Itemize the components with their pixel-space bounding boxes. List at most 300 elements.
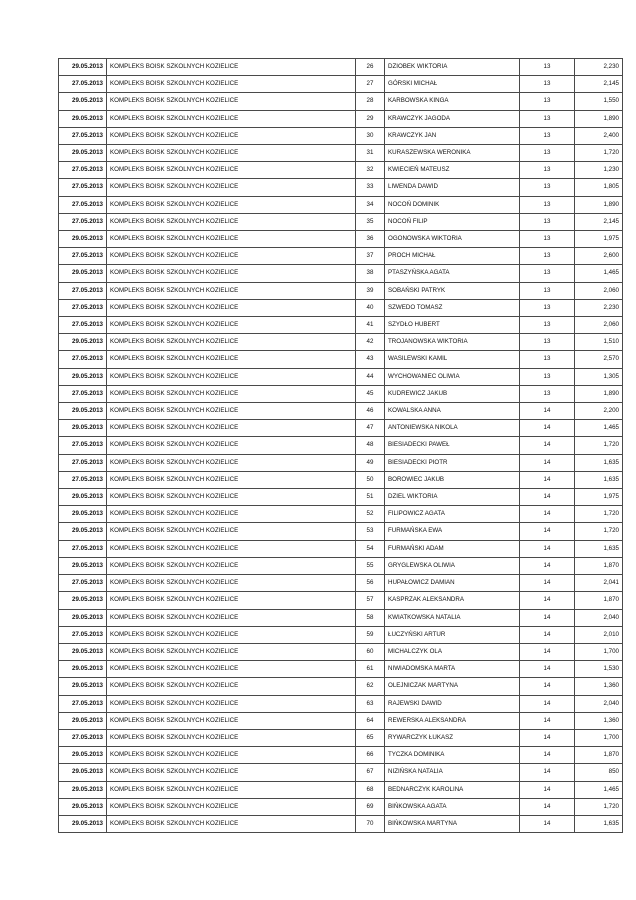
name-cell: FURMAŃSKA EWA <box>385 523 520 540</box>
number-cell: 63 <box>356 695 385 712</box>
number-cell: 47 <box>356 420 385 437</box>
name-cell: KRAWCZYK JAN <box>385 127 520 144</box>
number-cell: 27 <box>356 76 385 93</box>
date-cell: 27.05.2013 <box>59 729 107 746</box>
number-cell: 30 <box>356 127 385 144</box>
venue-cell: KOMPLEKS BOISK SZKOLNYCH KOZIELICE <box>107 110 356 127</box>
date-cell: 29.05.2013 <box>59 643 107 660</box>
age-cell: 14 <box>520 471 575 488</box>
age-cell: 14 <box>520 454 575 471</box>
number-cell: 64 <box>356 712 385 729</box>
table-row <box>59 282 623 299</box>
table-row <box>59 93 623 110</box>
date-cell: 29.05.2013 <box>59 110 107 127</box>
score-cell: 1,510 <box>575 334 623 351</box>
name-cell: FURMAŃSKI ADAM <box>385 540 520 557</box>
venue-cell: KOMPLEKS BOISK SZKOLNYCH KOZIELICE <box>107 93 356 110</box>
age-cell: 14 <box>520 489 575 506</box>
venue-cell: KOMPLEKS BOISK SZKOLNYCH KOZIELICE <box>107 127 356 144</box>
age-cell: 13 <box>520 282 575 299</box>
table-row <box>59 127 623 144</box>
table-row <box>59 231 623 248</box>
venue-cell: KOMPLEKS BOISK SZKOLNYCH KOZIELICE <box>107 781 356 798</box>
score-cell: 1,635 <box>575 540 623 557</box>
age-cell: 14 <box>520 695 575 712</box>
score-cell: 2,230 <box>575 299 623 316</box>
date-cell: 29.05.2013 <box>59 764 107 781</box>
number-cell: 68 <box>356 781 385 798</box>
number-cell: 36 <box>356 231 385 248</box>
name-cell: OLEJNICZAK MARTYNA <box>385 678 520 695</box>
table-row <box>59 299 623 316</box>
name-cell: OGONOWSKA WIKTORIA <box>385 231 520 248</box>
number-cell: 35 <box>356 213 385 230</box>
table-row <box>59 196 623 213</box>
score-cell: 1,465 <box>575 781 623 798</box>
venue-cell: KOMPLEKS BOISK SZKOLNYCH KOZIELICE <box>107 557 356 574</box>
name-cell: KASPRZAK ALEKSANDRA <box>385 592 520 609</box>
number-cell: 56 <box>356 575 385 592</box>
name-cell: BIESIADECKI PAWEŁ <box>385 437 520 454</box>
venue-cell: KOMPLEKS BOISK SZKOLNYCH KOZIELICE <box>107 815 356 832</box>
table-row <box>59 76 623 93</box>
date-cell: 29.05.2013 <box>59 231 107 248</box>
age-cell: 13 <box>520 162 575 179</box>
number-cell: 70 <box>356 815 385 832</box>
age-cell: 13 <box>520 110 575 127</box>
venue-cell: KOMPLEKS BOISK SZKOLNYCH KOZIELICE <box>107 626 356 643</box>
age-cell: 13 <box>520 317 575 334</box>
score-cell: 2,040 <box>575 695 623 712</box>
age-cell: 13 <box>520 231 575 248</box>
age-cell: 14 <box>520 764 575 781</box>
score-cell: 2,200 <box>575 403 623 420</box>
score-cell: 1,720 <box>575 798 623 815</box>
score-cell: 1,720 <box>575 145 623 162</box>
score-cell: 1,230 <box>575 162 623 179</box>
score-cell: 1,975 <box>575 489 623 506</box>
table-row <box>59 609 623 626</box>
score-cell: 2,041 <box>575 575 623 592</box>
number-cell: 42 <box>356 334 385 351</box>
age-cell: 13 <box>520 265 575 282</box>
venue-cell: KOMPLEKS BOISK SZKOLNYCH KOZIELICE <box>107 213 356 230</box>
name-cell: NIZIŃSKA NATALIA <box>385 764 520 781</box>
age-cell: 14 <box>520 626 575 643</box>
table-row <box>59 678 623 695</box>
name-cell: NOCOŃ DOMINIK <box>385 196 520 213</box>
number-cell: 38 <box>356 265 385 282</box>
date-cell: 29.05.2013 <box>59 420 107 437</box>
name-cell: NIWIADOMSKA MARTA <box>385 661 520 678</box>
number-cell: 49 <box>356 454 385 471</box>
venue-cell: KOMPLEKS BOISK SZKOLNYCH KOZIELICE <box>107 643 356 660</box>
name-cell: MICHALCZYK OLA <box>385 643 520 660</box>
name-cell: SZYDŁO HUBERT <box>385 317 520 334</box>
table-row <box>59 540 623 557</box>
age-cell: 13 <box>520 145 575 162</box>
name-cell: ANTONIEWSKA NIKOLA <box>385 420 520 437</box>
venue-cell: KOMPLEKS BOISK SZKOLNYCH KOZIELICE <box>107 59 356 76</box>
venue-cell: KOMPLEKS BOISK SZKOLNYCH KOZIELICE <box>107 747 356 764</box>
number-cell: 41 <box>356 317 385 334</box>
venue-cell: KOMPLEKS BOISK SZKOLNYCH KOZIELICE <box>107 540 356 557</box>
score-cell: 1,890 <box>575 196 623 213</box>
age-cell: 13 <box>520 334 575 351</box>
date-cell: 29.05.2013 <box>59 678 107 695</box>
table-row <box>59 334 623 351</box>
score-cell: 1,975 <box>575 231 623 248</box>
number-cell: 67 <box>356 764 385 781</box>
venue-cell: KOMPLEKS BOISK SZKOLNYCH KOZIELICE <box>107 368 356 385</box>
number-cell: 50 <box>356 471 385 488</box>
name-cell: BEDNARCZYK KAROLINA <box>385 781 520 798</box>
date-cell: 29.05.2013 <box>59 781 107 798</box>
number-cell: 55 <box>356 557 385 574</box>
age-cell: 14 <box>520 678 575 695</box>
name-cell: BIŃKOWSKA AGATA <box>385 798 520 815</box>
date-cell: 27.05.2013 <box>59 471 107 488</box>
number-cell: 65 <box>356 729 385 746</box>
table-row <box>59 781 623 798</box>
age-cell: 13 <box>520 127 575 144</box>
name-cell: WYCHOWANIEC OLIWIA <box>385 368 520 385</box>
table-row <box>59 729 623 746</box>
name-cell: ŁUCZYŃSKI ARTUR <box>385 626 520 643</box>
score-cell: 850 <box>575 764 623 781</box>
name-cell: PTASZYŃSKA AGATA <box>385 265 520 282</box>
name-cell: NOCOŃ FILIP <box>385 213 520 230</box>
table-row <box>59 317 623 334</box>
venue-cell: KOMPLEKS BOISK SZKOLNYCH KOZIELICE <box>107 145 356 162</box>
number-cell: 29 <box>356 110 385 127</box>
table-row <box>59 110 623 127</box>
date-cell: 27.05.2013 <box>59 162 107 179</box>
venue-cell: KOMPLEKS BOISK SZKOLNYCH KOZIELICE <box>107 661 356 678</box>
table-row <box>59 815 623 832</box>
age-cell: 13 <box>520 351 575 368</box>
age-cell: 14 <box>520 643 575 660</box>
date-cell: 27.05.2013 <box>59 127 107 144</box>
table-row <box>59 265 623 282</box>
table-row <box>59 179 623 196</box>
name-cell: RYWARCZYK ŁUKASZ <box>385 729 520 746</box>
score-cell: 1,550 <box>575 93 623 110</box>
number-cell: 28 <box>356 93 385 110</box>
date-cell: 27.05.2013 <box>59 179 107 196</box>
score-cell: 1,465 <box>575 420 623 437</box>
date-cell: 29.05.2013 <box>59 59 107 76</box>
age-cell: 13 <box>520 248 575 265</box>
score-cell: 1,890 <box>575 110 623 127</box>
name-cell: KRAWCZYK JAGODA <box>385 110 520 127</box>
venue-cell: KOMPLEKS BOISK SZKOLNYCH KOZIELICE <box>107 179 356 196</box>
table-row <box>59 454 623 471</box>
name-cell: KWIECIEŃ MATEUSZ <box>385 162 520 179</box>
date-cell: 29.05.2013 <box>59 661 107 678</box>
name-cell: TYCZKA DOMINIKA <box>385 747 520 764</box>
number-cell: 51 <box>356 489 385 506</box>
number-cell: 34 <box>356 196 385 213</box>
date-cell: 29.05.2013 <box>59 489 107 506</box>
age-cell: 13 <box>520 299 575 316</box>
date-cell: 29.05.2013 <box>59 368 107 385</box>
venue-cell: KOMPLEKS BOISK SZKOLNYCH KOZIELICE <box>107 385 356 402</box>
table-row <box>59 661 623 678</box>
table-row <box>59 368 623 385</box>
age-cell: 13 <box>520 93 575 110</box>
table-row <box>59 59 623 76</box>
date-cell: 29.05.2013 <box>59 265 107 282</box>
name-cell: PROCH MICHAŁ <box>385 248 520 265</box>
number-cell: 31 <box>356 145 385 162</box>
date-cell: 27.05.2013 <box>59 695 107 712</box>
name-cell: GRYGLEWSKA OLIWIA <box>385 557 520 574</box>
age-cell: 14 <box>520 437 575 454</box>
number-cell: 39 <box>356 282 385 299</box>
score-cell: 1,360 <box>575 712 623 729</box>
number-cell: 60 <box>356 643 385 660</box>
age-cell: 13 <box>520 368 575 385</box>
age-cell: 13 <box>520 59 575 76</box>
score-cell: 2,145 <box>575 213 623 230</box>
name-cell: TROJANOWSKA WIKTORIA <box>385 334 520 351</box>
score-cell: 2,060 <box>575 282 623 299</box>
number-cell: 33 <box>356 179 385 196</box>
date-cell: 29.05.2013 <box>59 609 107 626</box>
name-cell: DZIOBEK WIKTORIA <box>385 59 520 76</box>
number-cell: 57 <box>356 592 385 609</box>
number-cell: 53 <box>356 523 385 540</box>
score-cell: 1,720 <box>575 523 623 540</box>
table-row <box>59 712 623 729</box>
table-row <box>59 489 623 506</box>
name-cell: KARBOWSKA KINGA <box>385 93 520 110</box>
age-cell: 13 <box>520 385 575 402</box>
number-cell: 26 <box>356 59 385 76</box>
venue-cell: KOMPLEKS BOISK SZKOLNYCH KOZIELICE <box>107 334 356 351</box>
date-cell: 27.05.2013 <box>59 299 107 316</box>
venue-cell: KOMPLEKS BOISK SZKOLNYCH KOZIELICE <box>107 489 356 506</box>
name-cell: WASILEWSKI KAMIL <box>385 351 520 368</box>
date-cell: 29.05.2013 <box>59 747 107 764</box>
score-cell: 1,870 <box>575 592 623 609</box>
date-cell: 27.05.2013 <box>59 351 107 368</box>
score-cell: 1,890 <box>575 385 623 402</box>
score-cell: 1,635 <box>575 471 623 488</box>
venue-cell: KOMPLEKS BOISK SZKOLNYCH KOZIELICE <box>107 351 356 368</box>
date-cell: 27.05.2013 <box>59 626 107 643</box>
venue-cell: KOMPLEKS BOISK SZKOLNYCH KOZIELICE <box>107 265 356 282</box>
table-row <box>59 471 623 488</box>
name-cell: FILIPOWICZ AGATA <box>385 506 520 523</box>
table-row <box>59 557 623 574</box>
name-cell: DZIEL WIKTORIA <box>385 489 520 506</box>
score-cell: 1,360 <box>575 678 623 695</box>
score-cell: 2,230 <box>575 59 623 76</box>
venue-cell: KOMPLEKS BOISK SZKOLNYCH KOZIELICE <box>107 162 356 179</box>
age-cell: 14 <box>520 609 575 626</box>
name-cell: KOWALSKA ANNA <box>385 403 520 420</box>
age-cell: 13 <box>520 179 575 196</box>
number-cell: 40 <box>356 299 385 316</box>
table-row <box>59 747 623 764</box>
name-cell: LIWENDA DAWID <box>385 179 520 196</box>
date-cell: 27.05.2013 <box>59 575 107 592</box>
venue-cell: KOMPLEKS BOISK SZKOLNYCH KOZIELICE <box>107 798 356 815</box>
date-cell: 29.05.2013 <box>59 557 107 574</box>
name-cell: SOBAŃSKI PATRYK <box>385 282 520 299</box>
number-cell: 46 <box>356 403 385 420</box>
number-cell: 59 <box>356 626 385 643</box>
venue-cell: KOMPLEKS BOISK SZKOLNYCH KOZIELICE <box>107 299 356 316</box>
name-cell: HUPAŁOWICZ DAMIAN <box>385 575 520 592</box>
age-cell: 14 <box>520 592 575 609</box>
venue-cell: KOMPLEKS BOISK SZKOLNYCH KOZIELICE <box>107 575 356 592</box>
score-cell: 2,600 <box>575 248 623 265</box>
age-cell: 14 <box>520 575 575 592</box>
age-cell: 14 <box>520 781 575 798</box>
number-cell: 54 <box>356 540 385 557</box>
age-cell: 14 <box>520 661 575 678</box>
age-cell: 14 <box>520 540 575 557</box>
name-cell: KWIATKOWSKA NATALIA <box>385 609 520 626</box>
age-cell: 14 <box>520 747 575 764</box>
table-row <box>59 145 623 162</box>
table-row <box>59 695 623 712</box>
number-cell: 62 <box>356 678 385 695</box>
venue-cell: KOMPLEKS BOISK SZKOLNYCH KOZIELICE <box>107 454 356 471</box>
venue-cell: KOMPLEKS BOISK SZKOLNYCH KOZIELICE <box>107 196 356 213</box>
venue-cell: KOMPLEKS BOISK SZKOLNYCH KOZIELICE <box>107 609 356 626</box>
score-cell: 1,720 <box>575 506 623 523</box>
date-cell: 27.05.2013 <box>59 385 107 402</box>
name-cell: KURASZEWSKA WERONIKA <box>385 145 520 162</box>
table-row <box>59 764 623 781</box>
table-row <box>59 626 623 643</box>
age-cell: 14 <box>520 523 575 540</box>
results-table-body <box>59 59 623 833</box>
table-row <box>59 420 623 437</box>
age-cell: 13 <box>520 76 575 93</box>
number-cell: 32 <box>356 162 385 179</box>
score-cell: 2,040 <box>575 609 623 626</box>
date-cell: 27.05.2013 <box>59 76 107 93</box>
table-row <box>59 506 623 523</box>
date-cell: 29.05.2013 <box>59 145 107 162</box>
date-cell: 29.05.2013 <box>59 798 107 815</box>
score-cell: 1,720 <box>575 437 623 454</box>
score-cell: 2,060 <box>575 317 623 334</box>
venue-cell: KOMPLEKS BOISK SZKOLNYCH KOZIELICE <box>107 231 356 248</box>
age-cell: 13 <box>520 213 575 230</box>
venue-cell: KOMPLEKS BOISK SZKOLNYCH KOZIELICE <box>107 437 356 454</box>
number-cell: 66 <box>356 747 385 764</box>
number-cell: 69 <box>356 798 385 815</box>
age-cell: 14 <box>520 506 575 523</box>
venue-cell: KOMPLEKS BOISK SZKOLNYCH KOZIELICE <box>107 420 356 437</box>
score-cell: 1,305 <box>575 368 623 385</box>
number-cell: 61 <box>356 661 385 678</box>
number-cell: 43 <box>356 351 385 368</box>
date-cell: 27.05.2013 <box>59 213 107 230</box>
age-cell: 13 <box>520 196 575 213</box>
venue-cell: KOMPLEKS BOISK SZKOLNYCH KOZIELICE <box>107 592 356 609</box>
number-cell: 45 <box>356 385 385 402</box>
name-cell: SZWEDO TOMASZ <box>385 299 520 316</box>
number-cell: 52 <box>356 506 385 523</box>
venue-cell: KOMPLEKS BOISK SZKOLNYCH KOZIELICE <box>107 403 356 420</box>
date-cell: 27.05.2013 <box>59 540 107 557</box>
age-cell: 14 <box>520 403 575 420</box>
date-cell: 29.05.2013 <box>59 93 107 110</box>
score-cell: 2,145 <box>575 76 623 93</box>
date-cell: 27.05.2013 <box>59 317 107 334</box>
table-row <box>59 643 623 660</box>
venue-cell: KOMPLEKS BOISK SZKOLNYCH KOZIELICE <box>107 248 356 265</box>
table-row <box>59 798 623 815</box>
venue-cell: KOMPLEKS BOISK SZKOLNYCH KOZIELICE <box>107 76 356 93</box>
score-cell: 1,530 <box>575 661 623 678</box>
table-row <box>59 248 623 265</box>
score-cell: 1,870 <box>575 747 623 764</box>
venue-cell: KOMPLEKS BOISK SZKOLNYCH KOZIELICE <box>107 695 356 712</box>
score-cell: 1,700 <box>575 643 623 660</box>
table-row <box>59 575 623 592</box>
venue-cell: KOMPLEKS BOISK SZKOLNYCH KOZIELICE <box>107 678 356 695</box>
date-cell: 27.05.2013 <box>59 282 107 299</box>
name-cell: RAJEWSKI DAWID <box>385 695 520 712</box>
date-cell: 27.05.2013 <box>59 437 107 454</box>
table-row <box>59 403 623 420</box>
date-cell: 27.05.2013 <box>59 196 107 213</box>
date-cell: 29.05.2013 <box>59 592 107 609</box>
date-cell: 29.05.2013 <box>59 403 107 420</box>
score-cell: 1,635 <box>575 815 623 832</box>
date-cell: 29.05.2013 <box>59 815 107 832</box>
table-row <box>59 523 623 540</box>
score-cell: 1,805 <box>575 179 623 196</box>
table-row <box>59 162 623 179</box>
venue-cell: KOMPLEKS BOISK SZKOLNYCH KOZIELICE <box>107 506 356 523</box>
date-cell: 27.05.2013 <box>59 248 107 265</box>
venue-cell: KOMPLEKS BOISK SZKOLNYCH KOZIELICE <box>107 712 356 729</box>
name-cell: REWERSKA ALEKSANDRA <box>385 712 520 729</box>
date-cell: 29.05.2013 <box>59 523 107 540</box>
age-cell: 14 <box>520 729 575 746</box>
score-cell: 1,700 <box>575 729 623 746</box>
table-row <box>59 351 623 368</box>
name-cell: BOROWIEC JAKUB <box>385 471 520 488</box>
name-cell: BIESIADECKI PIOTR <box>385 454 520 471</box>
table-row <box>59 437 623 454</box>
venue-cell: KOMPLEKS BOISK SZKOLNYCH KOZIELICE <box>107 471 356 488</box>
number-cell: 58 <box>356 609 385 626</box>
results-table <box>58 58 623 833</box>
score-cell: 2,400 <box>575 127 623 144</box>
name-cell: BIŃKOWSKA MARTYNA <box>385 815 520 832</box>
venue-cell: KOMPLEKS BOISK SZKOLNYCH KOZIELICE <box>107 729 356 746</box>
date-cell: 29.05.2013 <box>59 506 107 523</box>
table-row <box>59 385 623 402</box>
venue-cell: KOMPLEKS BOISK SZKOLNYCH KOZIELICE <box>107 282 356 299</box>
score-cell: 1,465 <box>575 265 623 282</box>
age-cell: 14 <box>520 557 575 574</box>
score-cell: 2,570 <box>575 351 623 368</box>
table-row <box>59 592 623 609</box>
table-row <box>59 213 623 230</box>
date-cell: 29.05.2013 <box>59 334 107 351</box>
